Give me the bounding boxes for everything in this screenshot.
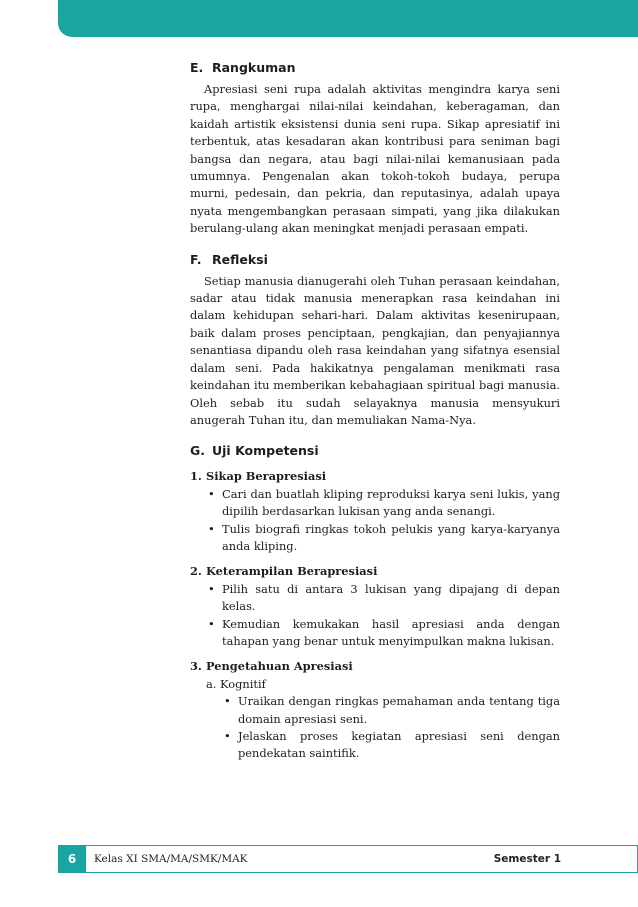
competency-item-title bbox=[190, 563, 560, 580]
competency-item bbox=[190, 563, 560, 650]
bullet-item bbox=[206, 521, 560, 556]
refleksi-paragraph: Setiap manusia dianugerahi oleh Tuhan perasaan keindahan, sadar atau tidak manusia menerapkan rasa keindahan ini dalam kehidupan sehari-hari. Dalam aktivitas kesenirupaan, baik dalam proses penciptaan, pengkajian, dan penyajiannya senantiasa dipandu oleh rasa keindahan yang sifatnya esensial dalam seni. Pada hakikatnya pengalaman menikmati rasa keindahan itu memberikan kebahagiaan spiritual bagi manusia. Oleh sebab itu sudah selayaknya manusia mensyukuri anugerah Tuhan itu, dan memuliakan Nama-Nya. bbox=[190, 273, 560, 427]
bullet-text: Tulis biografi ringkas tokoh pelukis yang karya-karyanya anda kliping. bbox=[222, 521, 560, 553]
section-uji-kompetensi bbox=[190, 443, 560, 763]
bullet-item bbox=[206, 486, 560, 521]
bullet-item bbox=[222, 728, 560, 763]
page-content bbox=[190, 60, 560, 771]
bullet-item bbox=[206, 616, 560, 651]
section-label: G. bbox=[190, 443, 206, 459]
competency-item bbox=[190, 468, 560, 555]
bullet-text: Pilih satu di antara 3 lukisan yang dipajang di depan kelas. bbox=[222, 581, 560, 614]
bullet-icon: • bbox=[208, 521, 215, 536]
item-number: 2. bbox=[190, 564, 202, 579]
bullet-text: Kemudian kemukakan hasil apresiasi anda dengan tahapan yang benar untuk menyimpulkan makna lukisan. bbox=[222, 616, 560, 648]
header-band bbox=[58, 0, 638, 37]
section-title: Refleksi bbox=[212, 251, 268, 267]
bullet-icon: • bbox=[208, 616, 215, 631]
bullet-icon: • bbox=[208, 581, 215, 596]
bullet-item bbox=[206, 581, 560, 616]
section-label: E. bbox=[190, 60, 204, 75]
item-title-text: Sikap Berapresiasi bbox=[206, 469, 327, 484]
bullet-list bbox=[206, 693, 560, 763]
bullet-list bbox=[190, 581, 560, 651]
section-heading-rangkuman bbox=[190, 60, 560, 75]
sub-item-kognitif bbox=[190, 676, 560, 763]
bullet-icon: • bbox=[224, 694, 231, 709]
section-refleksi bbox=[190, 252, 560, 430]
competency-list bbox=[190, 468, 560, 763]
bullet-text: Jelaskan proses kegiatan apresiasi seni dengan pendekatan saintifik. bbox=[238, 729, 560, 761]
semester-label: Semester 1 bbox=[493, 853, 561, 865]
bullet-icon: • bbox=[224, 729, 231, 743]
section-heading-uji-kompetensi bbox=[190, 443, 560, 458]
bullet-list bbox=[190, 486, 560, 556]
section-heading-refleksi bbox=[190, 252, 560, 267]
bullet-text: Uraikan dengan ringkas pemahaman anda tentang tiga domain apresiasi seni. bbox=[238, 694, 560, 726]
sub-item-label: a. Kognitif bbox=[206, 676, 266, 691]
item-number: 1. bbox=[190, 469, 202, 484]
book-title: Kelas XI SMA/MA/SMK/MAK bbox=[94, 853, 248, 865]
bullet-item bbox=[222, 693, 560, 728]
section-title: Rangkuman bbox=[212, 60, 296, 75]
competency-item bbox=[190, 658, 560, 762]
bullet-text: Cari dan buatlah kliping reproduksi karya seni lukis, yang dipilih berdasarkan lukisan yang anda senangi. bbox=[222, 486, 560, 519]
competency-item-title bbox=[190, 468, 560, 485]
page-number: 6 bbox=[58, 845, 86, 873]
item-title-text: Keterampilan Berapresiasi bbox=[206, 564, 378, 579]
section-title: Uji Kompetensi bbox=[212, 443, 319, 459]
competency-item-title bbox=[190, 658, 560, 675]
footer-bar bbox=[86, 845, 638, 873]
section-label: F. bbox=[190, 251, 202, 267]
bullet-icon: • bbox=[208, 486, 215, 501]
page-footer bbox=[58, 845, 638, 873]
item-number: 3. bbox=[190, 659, 202, 674]
rangkuman-paragraph: Apresiasi seni rupa adalah aktivitas mengindra karya seni rupa, menghargai nilai-nilai keindahan, keberagaman, dan kaidah artistik eksistensi dunia seni rupa. Sikap apresiatif ini terbentuk, atas kesadaran akan kontribusi para seniman bagi bangsa dan negara, atau bagi nilai-nilai kemanusiaan pada umumnya. Pengenalan akan tokoh-tokoh budaya, perupa murni, pedesain, dan pekria, dan reputasinya, adalah upaya nyata mengembangkan perasaan simpati, yang jika dilakukan berulang-ulang akan meningkat menjadi perasaan empati. bbox=[190, 82, 560, 236]
section-rangkuman bbox=[190, 60, 560, 238]
item-title-text: Pengetahuan Apresiasi bbox=[206, 659, 353, 674]
